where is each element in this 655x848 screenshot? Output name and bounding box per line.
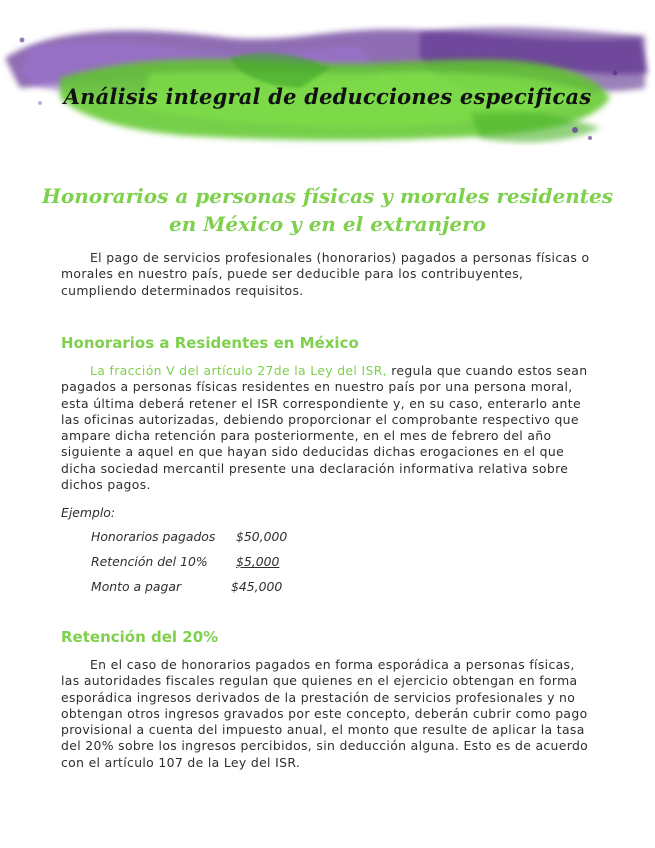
heading-residentes: Honorarios a Residentes en México	[61, 334, 359, 352]
heading-retencion: Retención del 20%	[61, 628, 219, 646]
intro-paragraph	[61, 250, 591, 299]
example-row-value: $50,000	[236, 529, 288, 544]
retencion-text: En el caso de honorarios pagados en forma esporádica a personas físicas, las autoridades fiscales regulan que quienes en el ejercicio obtengan en forma esporádica ingresos derivados de la prestación de servicios profesionales y no obtengan otros ingresos gravados por este concepto, deberán cubrir como pago provisional a cuenta del impuesto anual, el monto que resulte de aplicar la tasa del 20% sobre los ingresos percibidos, sin deducción alguna. Esto es de acuerdo con el artículo 107 de la Ley del ISR.	[61, 657, 589, 770]
section-title: Honorarios a personas físicas y morales residentes en México y en el extranjero	[42, 184, 613, 236]
residentes-text: regula que cuando estos sean pagados a personas físicas residentes en nuestro país por una persona moral, esta última deberá retener el ISR correspondiente y, en su caso, enterarlo ante las oficinas autorizadas, debiendo proporcionar el comprobante respectivo que ampare dicha retención para posteriormente, en el mes de febrero del año siguiente a aquel en que hayan sido deducidas dichas erogaciones en el que dicha sociedad mercantil presente una declaración informativa relativa sobre dichos pagos.	[61, 363, 588, 493]
example-row	[91, 554, 279, 569]
residentes-paragraph	[61, 363, 591, 493]
example-row-label: Monto a pagar	[91, 579, 182, 594]
example-row-value: $45,000	[231, 579, 283, 594]
watercolor-banner	[0, 18, 655, 158]
article-reference: La fracción V del artículo 27de la Ley del ISR,	[90, 363, 387, 378]
retencion-paragraph	[61, 657, 591, 771]
example-row-label: Retención del 10%	[91, 554, 208, 569]
example-row	[91, 529, 287, 544]
example-row-label: Honorarios pagados	[91, 529, 216, 544]
intro-text: El pago de servicios profesionales (honorarios) pagados a personas físicas o morales en nuestro país, puede ser deducible para los contribuyentes, cumpliendo determinados requisitos.	[61, 250, 590, 298]
banner-title: Análisis integral de deducciones especificas	[63, 84, 592, 109]
example-label: Ejemplo:	[61, 505, 116, 520]
example-row-value: $5,000	[236, 554, 280, 569]
example-row	[91, 579, 282, 594]
